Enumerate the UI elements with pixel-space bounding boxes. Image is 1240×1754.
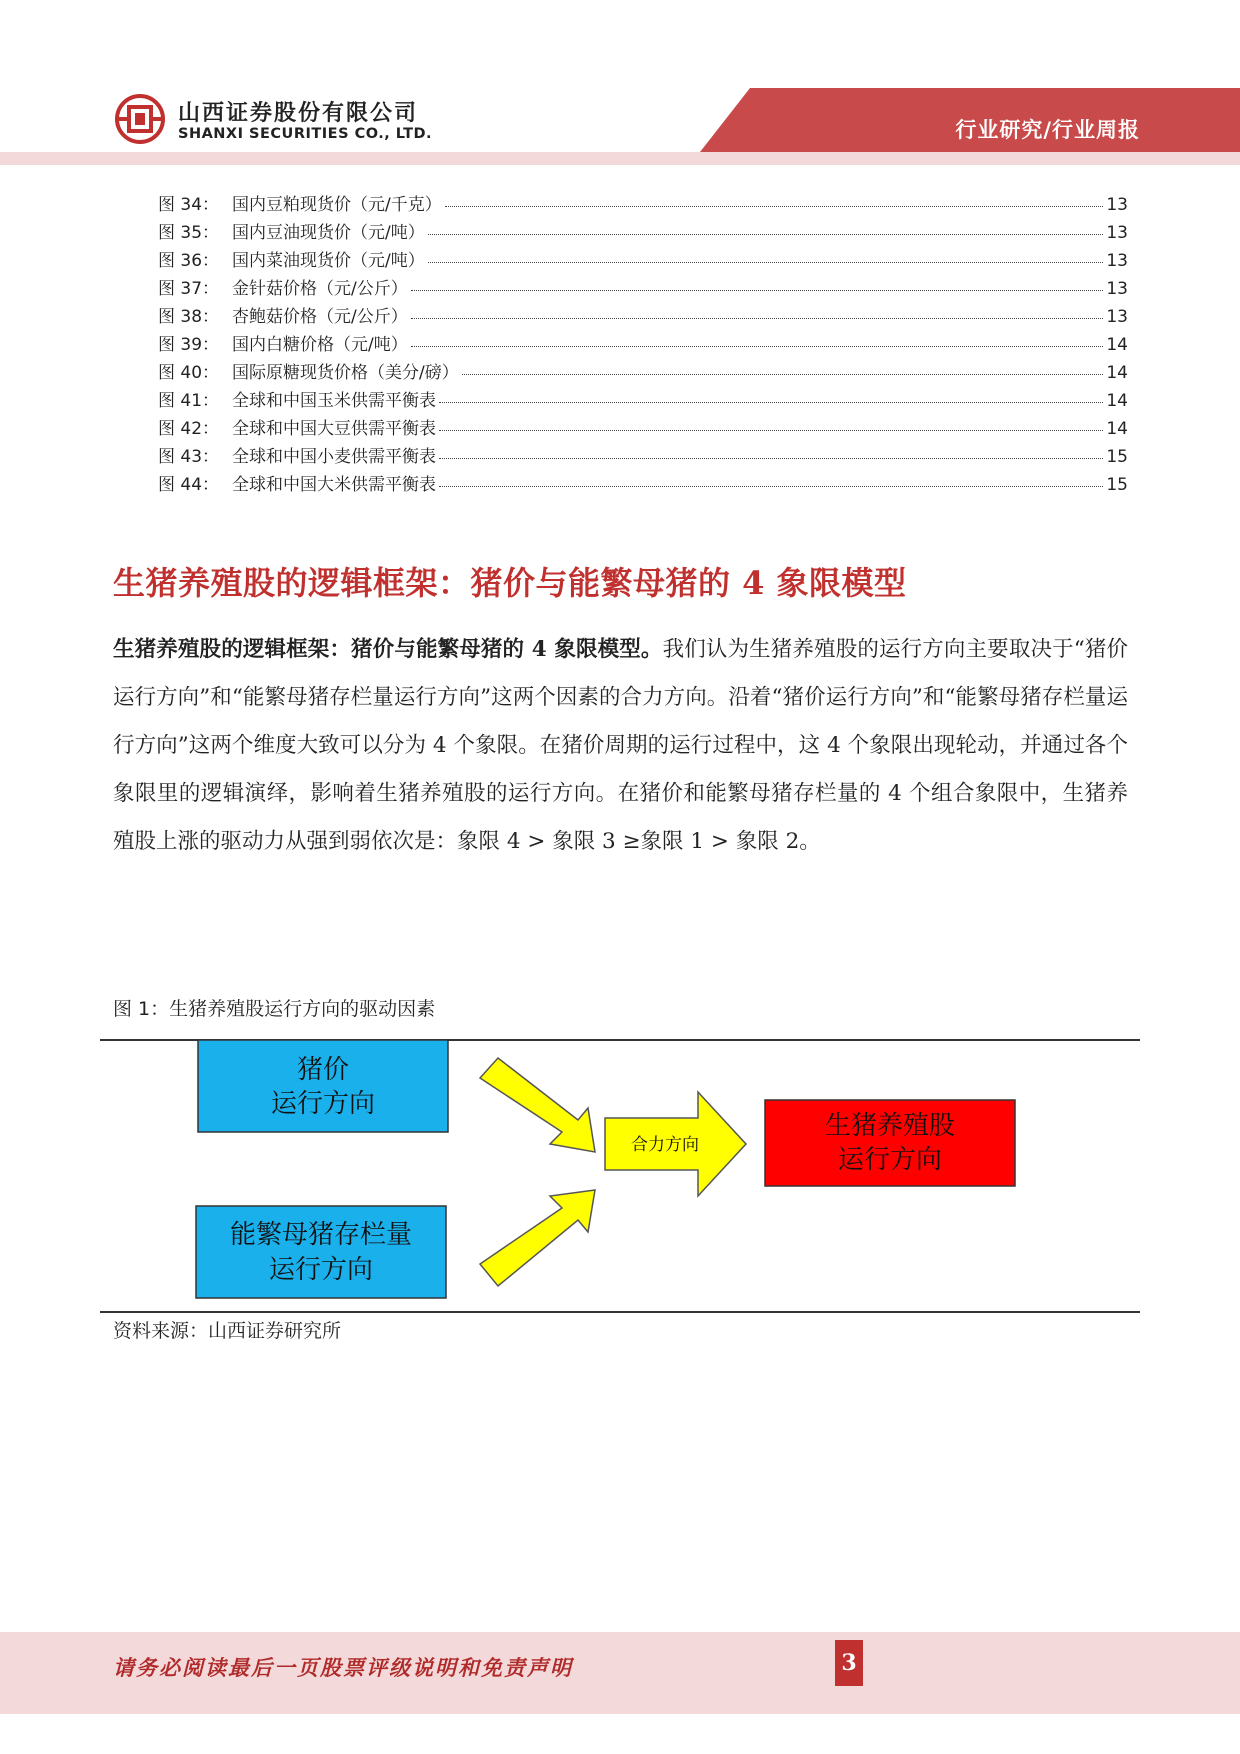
figure-toc — [158, 190, 1128, 498]
shanxi-securities-logo-icon — [115, 94, 165, 144]
body-paragraph — [113, 626, 1128, 866]
toc-row[interactable] — [158, 414, 1128, 442]
toc-leader-dots — [462, 364, 1103, 375]
toc-page: 14 — [1106, 419, 1128, 439]
arrow-up-right-icon — [480, 1190, 595, 1286]
toc-fig-number: 图 34： — [158, 195, 220, 215]
toc-title: 国内豆粕现货价（元/千克） — [232, 195, 442, 215]
toc-title: 国内白糖价格（元/吨） — [232, 335, 408, 355]
toc-fig-number: 图 36： — [158, 251, 220, 271]
toc-leader-dots — [411, 308, 1103, 319]
toc-leader-dots — [411, 336, 1103, 347]
toc-title: 国内菜油现货价（元/吨） — [232, 251, 425, 271]
result-box-line1: 生猪养殖股 — [824, 1111, 956, 1141]
toc-fig-number: 图 41： — [158, 391, 220, 411]
toc-leader-dots — [439, 392, 1103, 403]
toc-row[interactable] — [158, 302, 1128, 330]
toc-fig-number: 图 37： — [158, 279, 220, 299]
toc-title: 国际原糖现货价格（美分/磅） — [232, 363, 459, 383]
disclaimer-notice: 请务必阅读最后一页股票评级说明和免责声明 — [113, 1655, 573, 1680]
toc-title: 全球和中国小麦供需平衡表 — [232, 447, 436, 467]
page-number: 3 — [835, 1640, 863, 1686]
toc-row[interactable] — [158, 386, 1128, 414]
sow-inventory-box-line2: 运行方向 — [268, 1255, 374, 1285]
pig-price-box-line1: 猪价 — [296, 1055, 350, 1085]
section-heading: 生猪养殖股的逻辑框架：猪价与能繁母猪的 4 象限模型 — [113, 564, 907, 602]
report-type-label: 行业研究/行业周报 — [955, 118, 1140, 142]
toc-leader-dots — [439, 420, 1103, 431]
toc-page: 13 — [1106, 195, 1128, 215]
toc-fig-number: 图 38： — [158, 307, 220, 327]
driver-diagram — [100, 1040, 1140, 1310]
toc-title: 全球和中国大米供需平衡表 — [232, 475, 436, 495]
toc-page: 15 — [1106, 447, 1128, 467]
paragraph-text: 我们认为生猪养殖股的运行方向主要取决于“猪价运行方向”和“能繁母猪存栏量运行方向”这两个因素的合力方向。沿着“猪价运行方向”和“能繁母猪存栏量运行方向”这两个维度大致可以分为 4 个象限。在猪价周期的运行过程中，这 4 个象限出现轮动，并通过各个象限里的逻辑演绎，影响着生猪养殖股的运行方向。在猪价和能繁母猪存栏量的 4 个组合象限中，生猪养殖股上涨的驱动力从强到弱依次是：象限 4 > 象限 3 ≥象限 1 > 象限 2。 — [113, 637, 1129, 854]
toc-row[interactable] — [158, 190, 1128, 218]
combined-force-label: 合力方向 — [631, 1135, 699, 1155]
toc-fig-number: 图 39： — [158, 335, 220, 355]
figure-caption: 图 1：生猪养殖股运行方向的驱动因素 — [113, 998, 436, 1020]
toc-fig-number: 图 44： — [158, 475, 220, 495]
toc-row[interactable] — [158, 358, 1128, 386]
figure-bottom-rule — [100, 1311, 1140, 1313]
toc-row[interactable] — [158, 442, 1128, 470]
toc-page: 13 — [1106, 251, 1128, 271]
toc-page: 14 — [1106, 335, 1128, 355]
toc-leader-dots — [439, 448, 1103, 459]
toc-leader-dots — [445, 196, 1103, 207]
toc-title: 国内豆油现货价（元/吨） — [232, 223, 425, 243]
toc-page: 13 — [1106, 307, 1128, 327]
toc-page: 13 — [1106, 223, 1128, 243]
toc-leader-dots — [428, 224, 1103, 235]
toc-fig-number: 图 35： — [158, 223, 220, 243]
toc-title: 全球和中国大豆供需平衡表 — [232, 419, 436, 439]
toc-page: 15 — [1106, 475, 1128, 495]
page-header — [0, 0, 1240, 165]
toc-leader-dots — [439, 476, 1103, 487]
toc-title: 杏鲍菇价格（元/公斤） — [232, 307, 408, 327]
toc-row[interactable] — [158, 246, 1128, 274]
pig-price-box-line2: 运行方向 — [270, 1089, 376, 1119]
sow-inventory-box-line1: 能繁母猪存栏量 — [229, 1220, 413, 1250]
company-name-en: SHANXI SECURITIES CO., LTD. — [178, 126, 433, 142]
toc-title: 金针菇价格（元/公斤） — [232, 279, 408, 299]
toc-row[interactable] — [158, 274, 1128, 302]
figure-source: 资料来源：山西证券研究所 — [113, 1320, 342, 1342]
toc-leader-dots — [428, 252, 1103, 263]
toc-leader-dots — [411, 280, 1103, 291]
result-box-line2: 运行方向 — [837, 1145, 943, 1175]
header-band — [0, 152, 1240, 165]
toc-fig-number: 图 43： — [158, 447, 220, 467]
toc-page: 14 — [1106, 391, 1128, 411]
toc-row[interactable] — [158, 330, 1128, 358]
toc-fig-number: 图 40： — [158, 363, 220, 383]
company-name-cn: 山西证券股份有限公司 — [178, 101, 419, 126]
paragraph-lead: 生猪养殖股的逻辑框架：猪价与能繁母猪的 4 象限模型。 — [113, 637, 663, 662]
toc-title: 全球和中国玉米供需平衡表 — [232, 391, 436, 411]
toc-fig-number: 图 42： — [158, 419, 220, 439]
arrow-down-right-icon — [480, 1058, 595, 1152]
toc-row[interactable] — [158, 218, 1128, 246]
toc-row[interactable] — [158, 470, 1128, 498]
toc-page: 13 — [1106, 279, 1128, 299]
toc-page: 14 — [1106, 363, 1128, 383]
